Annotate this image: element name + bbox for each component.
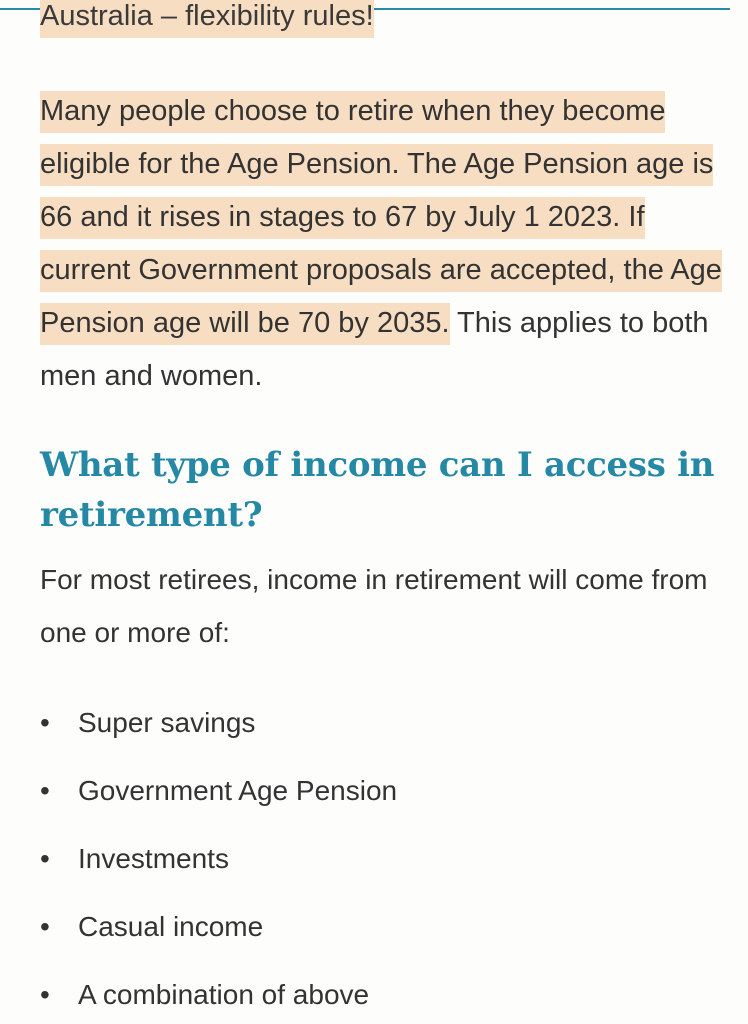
bullet-icon: • (40, 979, 50, 1010)
bullet-icon: • (40, 843, 50, 874)
list-item-text: Government Age Pension (78, 775, 398, 806)
highlighted-text: Many people choose to retire when they become eligible for the Age Pension. The Age Pension age is 66 and it rises in stages to 67 by July 1 2023. If current Government proposals are accepted, the Age Pension age will be 70 by 2035. (40, 91, 722, 345)
highlighted-heading-text: Australia – flexibility rules! (40, 0, 374, 38)
lead-paragraph: For most retirees, income in retirement will come from one or more of: (40, 564, 708, 648)
list-item (40, 695, 730, 763)
list-item (40, 967, 730, 1024)
list-item-text: Casual income (78, 911, 264, 942)
bullet-icon: • (40, 775, 50, 806)
section-heading: What type of income can I access in retirement? (40, 445, 715, 535)
list-item-text: Super savings (78, 707, 256, 738)
list-item (40, 831, 730, 899)
income-sources-list (40, 695, 730, 1024)
bullet-icon: • (40, 707, 50, 738)
list-item (40, 899, 730, 967)
previous-section-heading (40, 0, 374, 42)
bullet-icon: • (40, 911, 50, 942)
list-item (40, 763, 730, 831)
intro-paragraph (40, 85, 730, 403)
paragraph-text: This applies to both men and women. (40, 307, 709, 392)
list-item-text: Investments (78, 843, 229, 874)
list-item-text: A combination of above (78, 979, 370, 1010)
